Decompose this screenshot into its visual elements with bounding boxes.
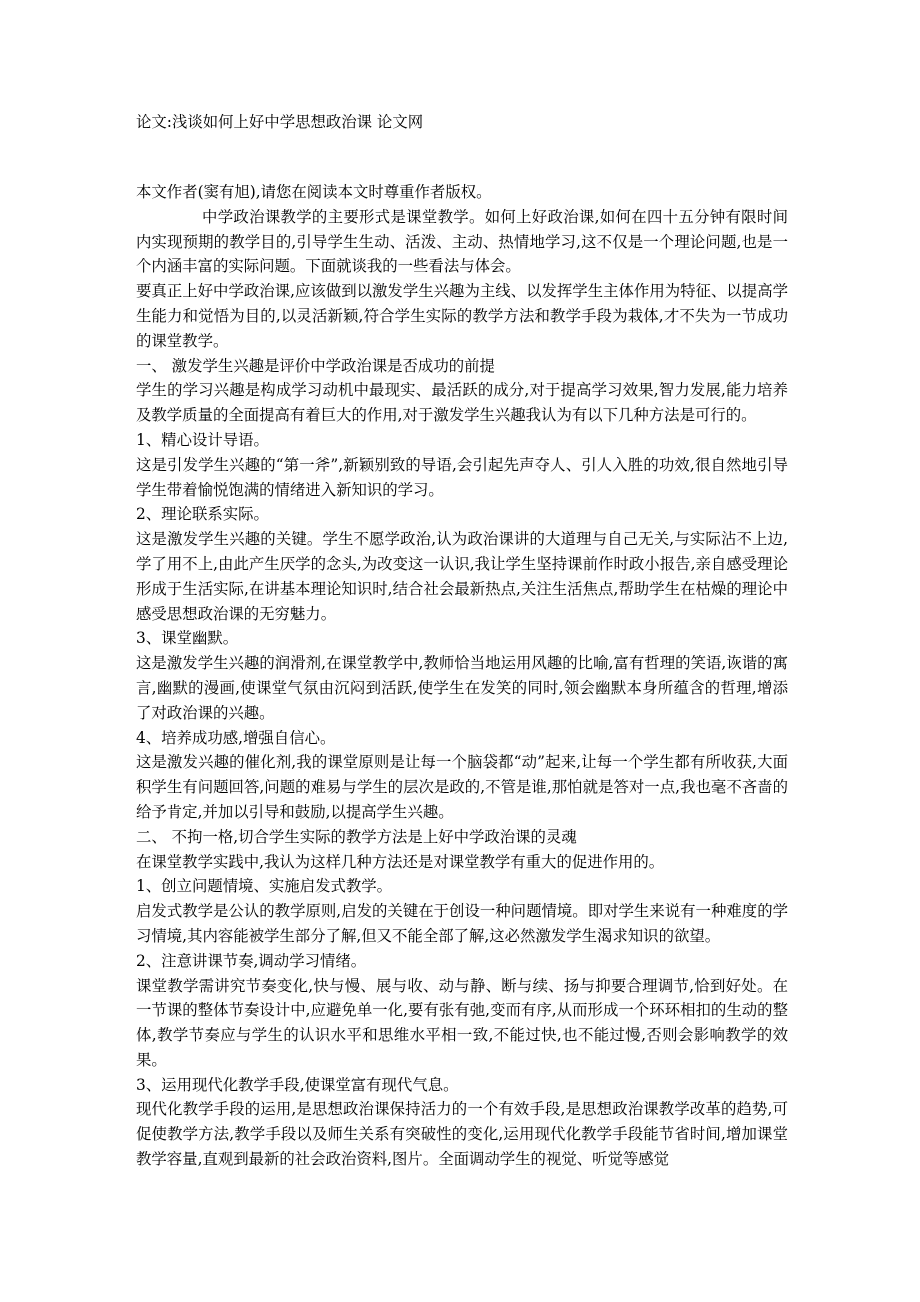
thesis-paragraph: 要真正上好中学政治课,应该做到以激发学生兴趣为主线、以发挥学生主体作用为特征、以提高学生能力和觉悟为目的,以灵活新颖,符合学生实际的教学方法和教学手段为栽体,才不失为一节成功的课堂教学。 — [136, 282, 788, 350]
author-note: 本文作者(窦有旭),请您在阅读本文时尊重作者版权。 — [136, 183, 492, 201]
document-page — [136, 110, 788, 1172]
section-1-item-2-text: 这是激发学生兴趣的关键。学生不愿学政治,认为政治课讲的大道理与自己无关,与实际沾不上边,学了用不上,由此产生厌学的念头,为改变这一认识,我让学生坚持课前作时政小报告,亲自感受理论形成于生活实际,在讲基本理论知识时,结合社会最新热点,关注生活焦点,帮助学生在枯燥的理论中感受思想政治课的无穷魅力。 — [136, 530, 788, 623]
section-2-item-1-text: 启发式教学是公认的教学原则,启发的关键在于创设一种问题情境。即对学生来说有一种难度的学习情境,其内容能被学生部分了解,但又不能全部了解,这必然激发学生渴求知识的欲望。 — [136, 902, 788, 945]
section-1-item-1-title: 1、精心设计导语。 — [136, 430, 269, 449]
section-1-item-3-title: 3、课堂幽默。 — [136, 629, 239, 648]
intro-paragraph: 中学政治课教学的主要形式是课堂教学。如何上好政治课,如何在四十五分钟有限时间内实现预期的教学目的,引导学生生动、活泼、主动、热情地学习,这不仅是一个理论问题,也是一个内涵丰富的实际问题。下面就谈我的一些看法与体会。 — [136, 207, 788, 276]
document-body — [136, 180, 788, 1172]
section-2-heading: 二、 不拘一格,切合学生实际的教学方法是上好中学政治课的灵魂 — [136, 827, 577, 846]
section-1-item-2-title: 2、理论联系实际。 — [136, 505, 269, 524]
section-2-item-3-title: 3、运用现代化教学手段,使课堂富有现代气息。 — [136, 1075, 459, 1094]
document-title: 论文:浅谈如何上好中学思想政治课 论文网 — [136, 113, 424, 131]
section-1-intro: 学生的学习兴趣是构成学习动机中最现实、最活跃的成分,对于提高学习效果,智力发展,能力培养及教学质量的全面提高有着巨大的作用,对于激发学生兴趣我认为有以下几种方法是可行的。 — [136, 381, 788, 425]
section-2-item-1-title: 1、创立问题情境、实施启发式教学。 — [136, 877, 393, 896]
section-2-item-2-text: 课堂教学需讲究节奏变化,快与慢、展与收、动与静、断与续、扬与抑要合理调节,恰到好处。在一节课的整体节奏设计中,应避免单一化,要有张有弛,变而有序,从而形成一个环环相扣的生动的整体,教学节奏应与学生的认识水平和思维水平相一致,不能过快,也不能过慢,否则会影响教学的效果。 — [136, 976, 788, 1069]
section-1-heading: 一、 激发学生兴趣是评价中学政治课是否成功的前提 — [136, 356, 495, 375]
section-1-item-4-title: 4、培养成功感,增强自信心。 — [136, 728, 336, 747]
section-1-item-3-text: 这是激发学生兴趣的润滑剂,在课堂教学中,教师恰当地运用风趣的比喻,富有哲理的笑语,诙谐的寓言,幽默的漫画,使课堂气氛由沉闷到活跃,使学生在发笑的同时,领会幽默本身所蕴含的哲理,增添了对政治课的兴趣。 — [136, 654, 788, 722]
section-2-intro: 在课堂教学实践中,我认为这样几种方法还是对课堂教学有重大的促进作用的。 — [136, 852, 665, 871]
section-1-item-1-text: 这是引发学生兴趣的“第一斧”,新颖别致的导语,会引起先声夺人、引人入胜的功效,很自然地引导学生带着愉悦饱满的情绪进入新知识的学习。 — [136, 455, 788, 499]
section-2-item-2-title: 2、注意讲课节奏,调动学习情绪。 — [136, 951, 367, 970]
section-1-item-4-text: 这是激发兴趣的催化剂,我的课堂原则是让每一个脑袋都“动”起来,让每一个学生都有所收获,大面积学生有问题回答,问题的难易与学生的层次是政的,不管是谁,那怕就是答对一点,我也毫不吝啬的给予肯定,并加以引导和鼓励,以提高学生兴趣。 — [136, 753, 788, 821]
section-2-item-3-text: 现代化教学手段的运用,是思想政治课保持活力的一个有效手段,是思想政治课教学改革的趋势,可促使教学方法,教学手段以及师生关系有突破性的变化,运用现代化教学手段能节省时间,增加课堂教学容量,直观到最新的社会政治资料,图片。全面调动学生的视觉、听觉等感觉 — [136, 1100, 788, 1169]
